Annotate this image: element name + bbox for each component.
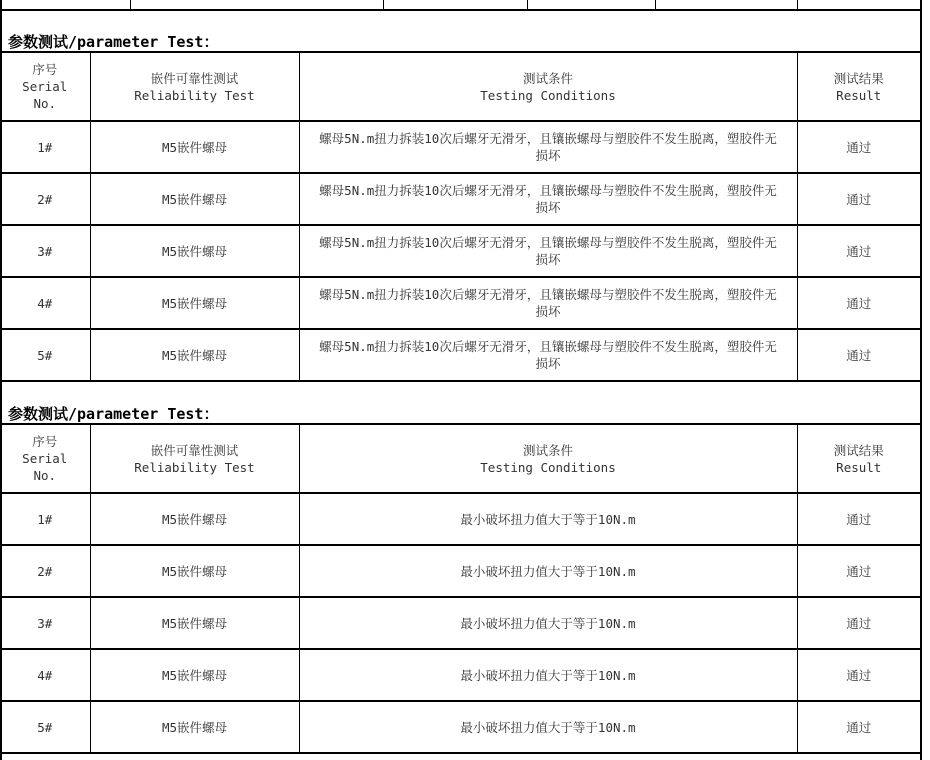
test-cell: M5嵌件螺母 xyxy=(90,225,299,277)
header-serial-en: Serial xyxy=(22,79,68,94)
header-serial-cn: 序号 xyxy=(32,434,58,449)
test-cell: M5嵌件螺母 xyxy=(90,545,299,597)
result-cell: 通过 xyxy=(797,597,920,649)
condition-cell: 螺母5N.m扭力拆装10次后螺牙无滑牙，且镶嵌螺母与塑胶件不发生脱离，塑胶件无损坏 xyxy=(299,329,797,381)
previous-table-bottom xyxy=(0,0,920,11)
section-title: 参数测试/parameter Test： xyxy=(8,405,219,423)
table-row xyxy=(0,173,920,225)
table-row xyxy=(0,545,920,597)
test-cell: M5嵌件螺母 xyxy=(90,277,299,329)
divider xyxy=(797,0,798,9)
header-conditions-cn: 测试条件 xyxy=(522,70,573,86)
table-row xyxy=(0,649,920,701)
header-result-en: Result xyxy=(836,87,882,103)
serial-cell: 4# xyxy=(0,277,90,329)
test-cell: M5嵌件螺母 xyxy=(90,493,299,545)
table-row xyxy=(0,329,920,381)
header-serial xyxy=(0,424,90,493)
header-serial-no: No. xyxy=(33,468,57,483)
condition-cell: 最小破坏扭力值大于等于10N.m xyxy=(299,493,797,545)
header-test-cn: 嵌件可靠性测试 xyxy=(150,442,239,458)
condition-cell: 最小破坏扭力值大于等于10N.m xyxy=(299,597,797,649)
serial-cell: 5# xyxy=(0,329,90,381)
test-cell: M5嵌件螺母 xyxy=(90,597,299,649)
divider xyxy=(130,0,131,9)
test-cell: M5嵌件螺母 xyxy=(90,701,299,753)
condition-cell: 最小破坏扭力值大于等于10N.m xyxy=(299,649,797,701)
table-header-row xyxy=(0,424,920,493)
header-result-cn: 测试结果 xyxy=(833,442,884,458)
reliability-test-table xyxy=(0,423,920,754)
table-row xyxy=(0,597,920,649)
condition-cell: 最小破坏扭力值大于等于10N.m xyxy=(299,701,797,753)
header-result xyxy=(797,424,920,493)
divider xyxy=(383,0,384,9)
test-cell: M5嵌件螺母 xyxy=(90,121,299,173)
table-header-row xyxy=(0,52,920,121)
header-test-en: Reliability Test xyxy=(134,459,255,475)
table-row xyxy=(0,701,920,753)
serial-cell: 2# xyxy=(0,173,90,225)
condition-cell: 螺母5N.m扭力拆装10次后螺牙无滑牙，且镶嵌螺母与塑胶件不发生脱离，塑胶件无损坏 xyxy=(299,121,797,173)
condition-cell: 螺母5N.m扭力拆装10次后螺牙无滑牙，且镶嵌螺母与塑胶件不发生脱离，塑胶件无损坏 xyxy=(299,225,797,277)
result-cell: 通过 xyxy=(797,173,920,225)
header-test xyxy=(90,52,299,121)
header-serial-cn: 序号 xyxy=(32,62,58,77)
header-result-cn: 测试结果 xyxy=(833,70,884,86)
header-result-en: Result xyxy=(836,459,882,475)
test-cell: M5嵌件螺母 xyxy=(90,329,299,381)
serial-cell: 3# xyxy=(0,225,90,277)
serial-cell: 1# xyxy=(0,121,90,173)
table-row xyxy=(0,225,920,277)
header-conditions-cn: 测试条件 xyxy=(522,442,573,458)
header-conditions xyxy=(299,424,797,493)
result-cell: 通过 xyxy=(797,493,920,545)
serial-cell: 1# xyxy=(0,493,90,545)
result-cell: 通过 xyxy=(797,225,920,277)
table-row xyxy=(0,493,920,545)
result-cell: 通过 xyxy=(797,701,920,753)
header-test-en: Reliability Test xyxy=(134,87,255,103)
reliability-test-table xyxy=(0,51,920,382)
header-test-cn: 嵌件可靠性测试 xyxy=(150,70,239,86)
test-cell: M5嵌件螺母 xyxy=(90,649,299,701)
condition-cell: 最小破坏扭力值大于等于10N.m xyxy=(299,545,797,597)
divider xyxy=(655,0,656,9)
serial-cell: 4# xyxy=(0,649,90,701)
condition-cell: 螺母5N.m扭力拆装10次后螺牙无滑牙，且镶嵌螺母与塑胶件不发生脱离，塑胶件无损坏 xyxy=(299,173,797,225)
result-cell: 通过 xyxy=(797,545,920,597)
header-serial xyxy=(0,52,90,121)
result-cell: 通过 xyxy=(797,277,920,329)
result-cell: 通过 xyxy=(797,649,920,701)
section-title: 参数测试/parameter Test： xyxy=(8,33,219,51)
serial-cell: 5# xyxy=(0,701,90,753)
result-cell: 通过 xyxy=(797,121,920,173)
divider xyxy=(527,0,528,9)
table-row xyxy=(0,277,920,329)
header-result xyxy=(797,52,920,121)
serial-cell: 2# xyxy=(0,545,90,597)
header-conditions xyxy=(299,52,797,121)
header-test xyxy=(90,424,299,493)
header-conditions-en: Testing Conditions xyxy=(480,87,616,103)
header-serial-en: Serial xyxy=(22,451,68,466)
header-conditions-en: Testing Conditions xyxy=(480,459,616,475)
test-cell: M5嵌件螺母 xyxy=(90,173,299,225)
table-row xyxy=(0,121,920,173)
serial-cell: 3# xyxy=(0,597,90,649)
header-serial-no: No. xyxy=(33,96,57,111)
result-cell: 通过 xyxy=(797,329,920,381)
condition-cell: 螺母5N.m扭力拆装10次后螺牙无滑牙，且镶嵌螺母与塑胶件不发生脱离，塑胶件无损坏 xyxy=(299,277,797,329)
